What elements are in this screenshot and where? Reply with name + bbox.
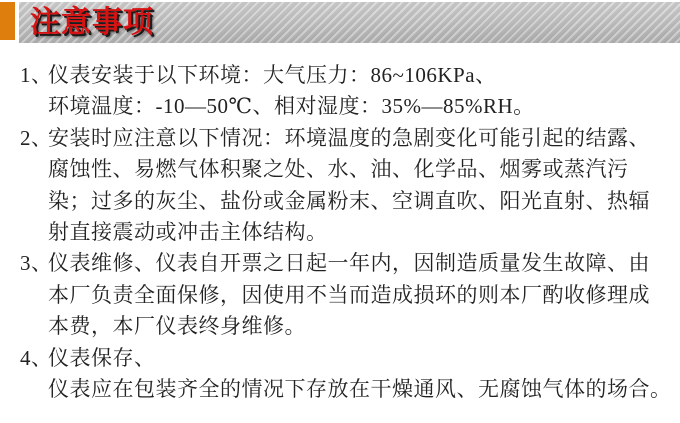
orange-accent-block bbox=[0, 2, 15, 40]
note-item-2 bbox=[20, 123, 670, 249]
note-line: 仪表应在包装齐全的情况下存放在干燥通风、无腐蚀气体的场合。 bbox=[48, 377, 672, 402]
note-line: 射直接震动或冲击主体结构。 bbox=[48, 220, 328, 245]
note-number: 2、 bbox=[20, 125, 53, 150]
header-banner bbox=[19, 2, 680, 43]
note-line: 本费，本厂仪表终身维修。 bbox=[48, 314, 306, 339]
notes-list bbox=[20, 60, 670, 405]
note-line: 本厂负责全面保修，因使用不当而造成损环的则本厂酌收修理成 bbox=[48, 282, 650, 307]
note-number: 4、 bbox=[20, 345, 53, 370]
note-line: 仪表保存、 bbox=[48, 345, 156, 370]
note-line: 安装时应注意以下情况：环境温度的急剧变化可能引起的结露、 bbox=[48, 125, 650, 150]
note-item-4 bbox=[20, 343, 670, 406]
note-item-1 bbox=[20, 60, 670, 123]
page-title: 注意事项 bbox=[30, 6, 154, 39]
note-item-3 bbox=[20, 248, 670, 342]
note-line: 染；过多的灰尘、盐份或金属粉末、空调直吹、阳光直射、热辐 bbox=[48, 188, 650, 213]
note-line: 仪表安装于以下环境：大气压力：86~106KPa、 bbox=[48, 63, 497, 87]
note-line: 仪表维修、仪表自开票之日起一年内，因制造质量发生故障、由 bbox=[48, 251, 650, 276]
note-number: 1、 bbox=[20, 63, 53, 87]
note-line: 腐蚀性、易燃气体积聚之处、水、油、化学品、烟雾或蒸汽污 bbox=[48, 157, 629, 182]
note-line: 环境温度：-10—50℃、相对湿度：35%—85%RH。 bbox=[48, 94, 535, 119]
note-number: 3、 bbox=[20, 251, 53, 276]
